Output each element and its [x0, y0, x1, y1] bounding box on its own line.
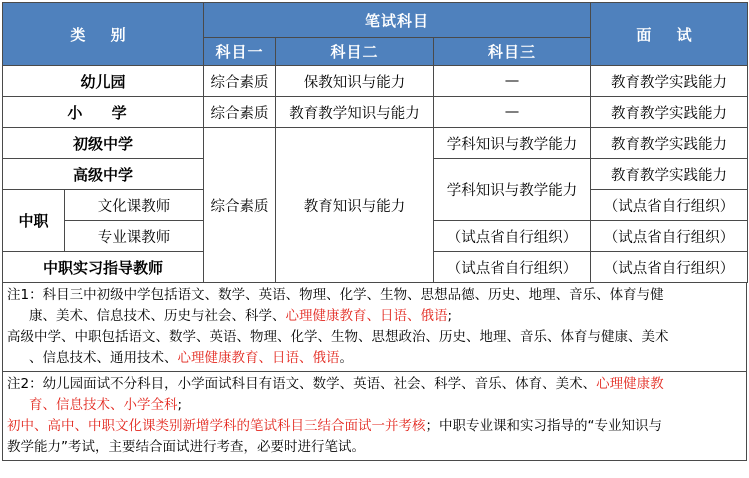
cell-interview: （试点省自行组织） [591, 190, 748, 221]
row-primary [3, 97, 748, 128]
cell-interview: 教育教学实践能力 [591, 97, 748, 128]
cell-subject-2-merged: 教育知识与能力 [276, 128, 434, 283]
cell-interview: 教育教学实践能力 [591, 159, 748, 190]
header-interview: 面 试 [591, 3, 748, 66]
cell-subject-3: 学科知识与教学能力 [434, 128, 591, 159]
note-2 [3, 371, 746, 460]
row-junior [3, 128, 748, 159]
note-text: 教学能力”考试，主要结合面试进行考查，必要时进行笔试。 [7, 439, 365, 455]
category-voc-practice: 中职实习指导教师 [3, 252, 204, 283]
cell-subject-3: — [434, 97, 591, 128]
note-text: 高级中学、中职包括语文、数学、英语、物理、化学、生物、思想政治、历史、地理、音乐、体育与健康、美术 [7, 329, 669, 345]
note-text: ; [177, 397, 183, 413]
note-highlight: 初中、高中、中职文化课类别新增学科的笔试科目三结合面试一并考核 [7, 418, 426, 434]
note-highlight: 育、信息技术、小学全科 [29, 397, 178, 413]
exam-subjects-page [2, 2, 747, 461]
note-text: 、信息技术、通用技术、 [29, 350, 178, 366]
cell-subject-3-merged: 学科知识与教学能力 [434, 159, 591, 221]
header-subject-2: 科目二 [276, 38, 434, 66]
header-subject-3: 科目三 [434, 38, 591, 66]
category-voc-professional: 专业课教师 [65, 221, 204, 252]
notes-section [2, 283, 747, 461]
note-text: 注2：幼儿园面试不分科目，小学面试科目有语文、数学、英语、社会、科学、音乐、体育、美术、 [7, 376, 597, 392]
note-text: 注1：科目三中初级中学包括语文、数学、英语、物理、化学、生物、思想品德、历史、地理、音乐、体育与健 [7, 287, 664, 303]
note-text: 。 [339, 350, 353, 366]
cell-interview: 教育教学实践能力 [591, 128, 748, 159]
note-2-line-4 [7, 437, 742, 458]
note-1-line-1 [7, 285, 742, 306]
row-kindergarten [3, 66, 748, 97]
note-highlight: 心理健康教育、日语、俄语 [285, 308, 448, 324]
note-1 [3, 283, 746, 371]
cell-interview: （试点省自行组织） [591, 252, 748, 283]
cell-subject-1: 综合素质 [204, 97, 276, 128]
cell-interview: 教育教学实践能力 [591, 66, 748, 97]
note-highlight: 心理健康教育、日语、俄语 [177, 350, 340, 366]
header-category: 类 别 [3, 3, 204, 66]
cell-subject-3: （试点省自行组织） [434, 252, 591, 283]
cell-subject-1: 综合素质 [204, 66, 276, 97]
header-row-1 [3, 3, 748, 38]
cell-interview: （试点省自行组织） [591, 221, 748, 252]
note-2-line-1 [7, 374, 742, 395]
note-highlight: 心理健康教 [596, 376, 664, 392]
note-2-line-3 [7, 416, 742, 437]
note-1-line-2 [7, 306, 742, 327]
cell-subject-2: 保教知识与能力 [276, 66, 434, 97]
category-vocational: 中职 [3, 190, 65, 252]
cell-subject-2: 教育教学知识与能力 [276, 97, 434, 128]
note-text: ；中职专业课和实习指导的“专业知识与 [425, 418, 662, 434]
note-text: 康、美术、信息技术、历史与社会、科学、 [29, 308, 286, 324]
note-2-line-2 [7, 395, 742, 416]
cell-subject-3: — [434, 66, 591, 97]
exam-subjects-table [2, 2, 748, 283]
note-1-line-4 [7, 348, 742, 369]
header-subject-1: 科目一 [204, 38, 276, 66]
category-voc-culture: 文化课教师 [65, 190, 204, 221]
note-1-line-3 [7, 327, 742, 348]
note-text: ; [447, 308, 453, 324]
category-primary: 小 学 [3, 97, 204, 128]
category-senior: 高级中学 [3, 159, 204, 190]
cell-subject-3: （试点省自行组织） [434, 221, 591, 252]
header-written-exam: 笔试科目 [204, 3, 591, 38]
category-kindergarten: 幼儿园 [3, 66, 204, 97]
category-junior: 初级中学 [3, 128, 204, 159]
cell-subject-1-merged: 综合素质 [204, 128, 276, 283]
